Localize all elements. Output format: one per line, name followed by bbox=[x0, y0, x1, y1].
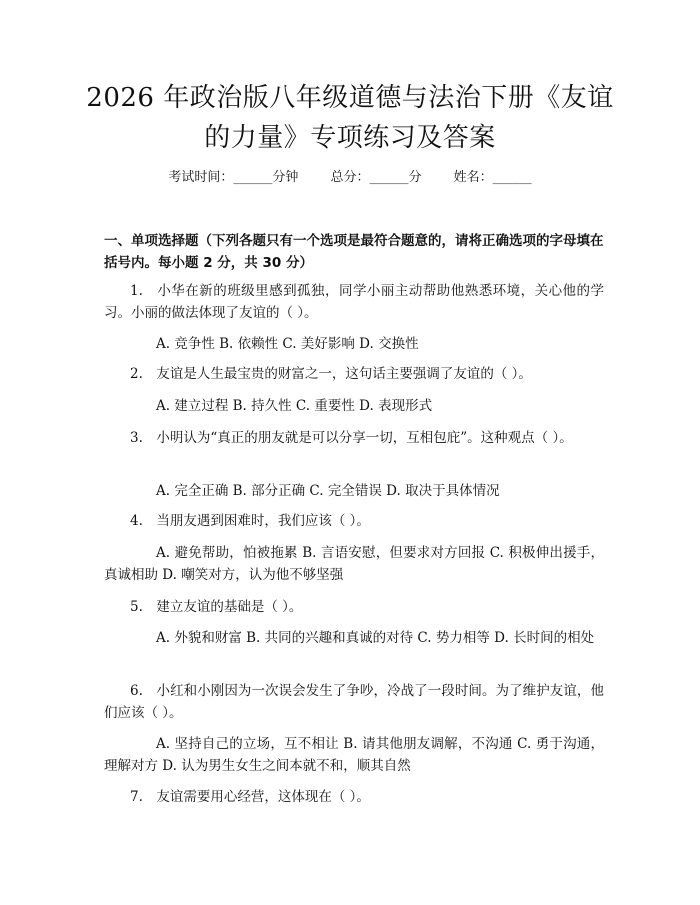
question-5-options: A. 外貌和财富 B. 共同的兴趣和真诚的对待 C. 势力相等 D. 长时间的相处 bbox=[156, 630, 595, 646]
section-heading: 一、单项选择题（下列各题只有一个选项是最符合题意的，请将正确选项的字母填在括号内。每小题 2 分，共 30 分） bbox=[104, 233, 604, 271]
question-7: 7. 友谊需要用心经营，这体现在（ ）。 bbox=[130, 789, 370, 805]
total-score: 总分：______分 bbox=[330, 170, 422, 185]
exam-meta bbox=[0, 169, 700, 187]
question-1-options: A. 竞争性 B. 依赖性 C. 美好影响 D. 交换性 bbox=[156, 336, 419, 352]
question-6-options: A. 坚持自己的立场，互不相让 B. 请其他朋友调解，不沟通 C. 勇于沟通，理解对方 D. 认为男生女生之间本就不和，顺其自然 bbox=[104, 736, 604, 774]
question-6: 6. 小红和小刚因为一次误会发生了争吵，冷战了一段时间。为了维护友谊，他们应该（ ）。 bbox=[104, 683, 604, 721]
question-4-options: A. 避免帮助，怕被拖累 B. 言语安慰，但要求对方回报 C. 积极伸出援手，真诚相助 D. 嘲笑对方，认为他不够坚强 bbox=[104, 545, 604, 583]
question-2-options: A. 建立过程 B. 持久性 C. 重要性 D. 表现形式 bbox=[156, 398, 433, 414]
student-name: 姓名：______ bbox=[453, 170, 532, 185]
question-3: 3. 小明认为“真正的朋友就是可以分享一切，互相包庇”。这种观点（ ）。 bbox=[130, 430, 573, 446]
question-4: 4. 当朋友遇到困难时，我们应该（ ）。 bbox=[130, 513, 370, 529]
exam-time: 考试时间：______分钟 bbox=[168, 170, 299, 185]
document-title bbox=[60, 78, 640, 158]
title-line-2: 的力量》专项练习及答案 bbox=[204, 123, 496, 153]
question-1: 1. 小华在新的班级里感到孤独，同学小丽主动帮助他熟悉环境，关心他的学习。小丽的做法体现了友谊的（ ）。 bbox=[104, 283, 604, 321]
question-5: 5. 建立友谊的基础是（ ）。 bbox=[130, 599, 303, 615]
question-2: 2. 友谊是人生最宝贵的财富之一，这句话主要强调了友谊的（ ）。 bbox=[130, 366, 532, 382]
title-line-1: 2026 年政治版八年级道德与法治下册《友谊 bbox=[86, 83, 614, 113]
question-3-options: A. 完全正确 B. 部分正确 C. 完全错误 D. 取决于具体情况 bbox=[156, 483, 500, 499]
